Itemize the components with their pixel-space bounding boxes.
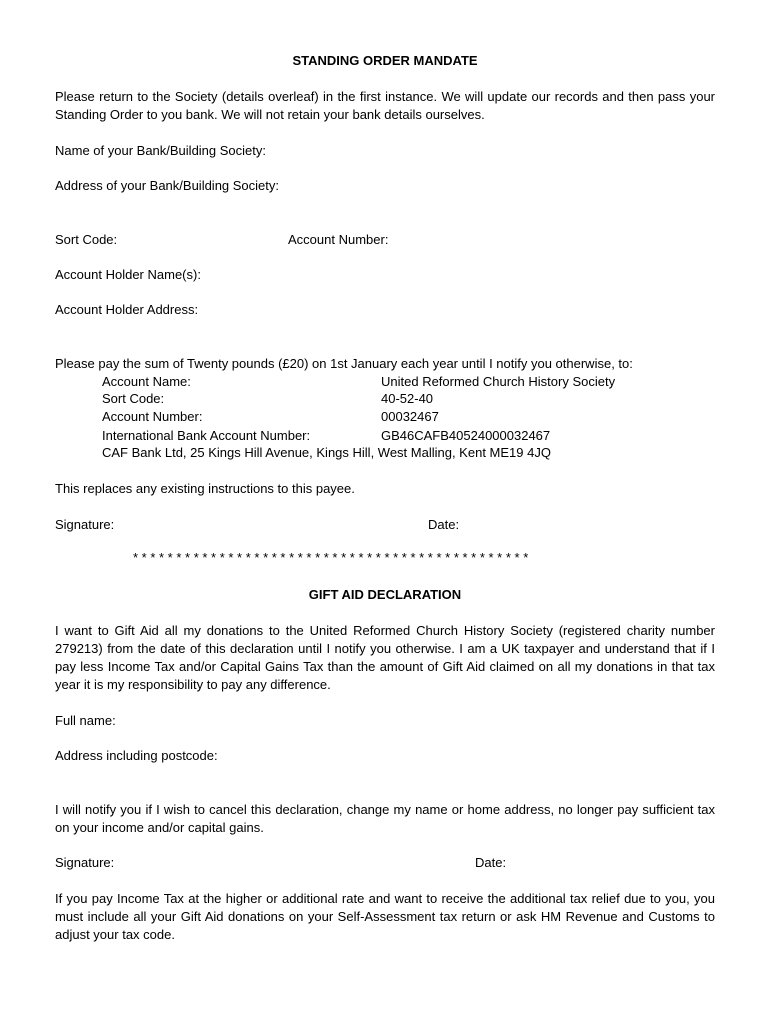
higher-rate-note: If you pay Income Tax at the higher or additional rate and want to receive the additional tax relief due to you, you must include all your Gift Aid donations on your Self-Assessment tax return or ask HM Revenue and Customs to adjust your tax code.: [55, 891, 715, 942]
gift-aid-signature-label: Signature:: [55, 855, 115, 870]
payee-iban-value: GB46CAFB40524000032467: [381, 428, 551, 443]
replaces-instructions: This replaces any existing instructions to this payee.: [55, 481, 355, 496]
bank-address-label: Address of your Bank/Building Society:: [55, 178, 280, 193]
payee-account-number-label: Account Number:: [102, 409, 203, 424]
account-holder-address-label: Account Holder Address:: [55, 302, 199, 317]
sort-code-label: Sort Code:: [55, 232, 118, 247]
payee-iban-label: International Bank Account Number:: [102, 428, 311, 443]
payee-sort-code-label: Sort Code:: [102, 391, 165, 406]
account-holder-names-label: Account Holder Name(s):: [55, 267, 201, 282]
address-postcode-label: Address including postcode:: [55, 748, 218, 763]
standing-order-intro: Please return to the Society (details overleaf) in the first instance. We will update our records and then pass your Standing Order to you bank. We will not retain your bank details ourselves.: [55, 89, 715, 122]
separator: * * * * * * * * * * * * * * * * * * * * * * * * * * * * * * * * * * * * * * * * * * * * * *: [133, 550, 529, 565]
bank-name-label: Name of your Bank/Building Society:: [55, 143, 266, 158]
payee-bank-address: CAF Bank Ltd, 25 Kings Hill Avenue, Kings Hill, West Malling, Kent ME19 4JQ: [102, 445, 551, 460]
gift-aid-title: GIFT AID DECLARATION: [308, 587, 462, 602]
payee-account-name-label: Account Name:: [102, 374, 191, 389]
gift-aid-declaration: I want to Gift Aid all my donations to the United Reformed Church History Society (registered charity number 279213) from the date of this declaration until I notify you otherwise. I am a UK taxpayer and understand that if I pay less Income Tax and/or Capital Gains Tax than the amount of Gift Aid claimed on all my donations in that tax year it is my responsibility to pay any difference.: [55, 623, 715, 692]
payee-account-name-value: United Reformed Church History Society: [381, 374, 616, 389]
pay-instruction: Please pay the sum of Twenty pounds (£20) on 1st January each year until I notify you otherwise, to:: [55, 356, 633, 371]
account-number-label: Account Number:: [288, 232, 389, 247]
full-name-label: Full name:: [55, 713, 116, 728]
gift-aid-notify: I will notify you if I wish to cancel this declaration, change my name or home address, no longer pay sufficient tax on your income and/or capital gains.: [55, 802, 715, 835]
standing-order-title: STANDING ORDER MANDATE: [292, 53, 478, 68]
payee-sort-code-value: 40-52-40: [381, 391, 434, 406]
payee-account-number-value: 00032467: [381, 409, 439, 424]
standing-order-signature-label: Signature:: [55, 517, 115, 532]
gift-aid-date-label: Date:: [475, 855, 507, 870]
standing-order-date-label: Date:: [428, 517, 460, 532]
